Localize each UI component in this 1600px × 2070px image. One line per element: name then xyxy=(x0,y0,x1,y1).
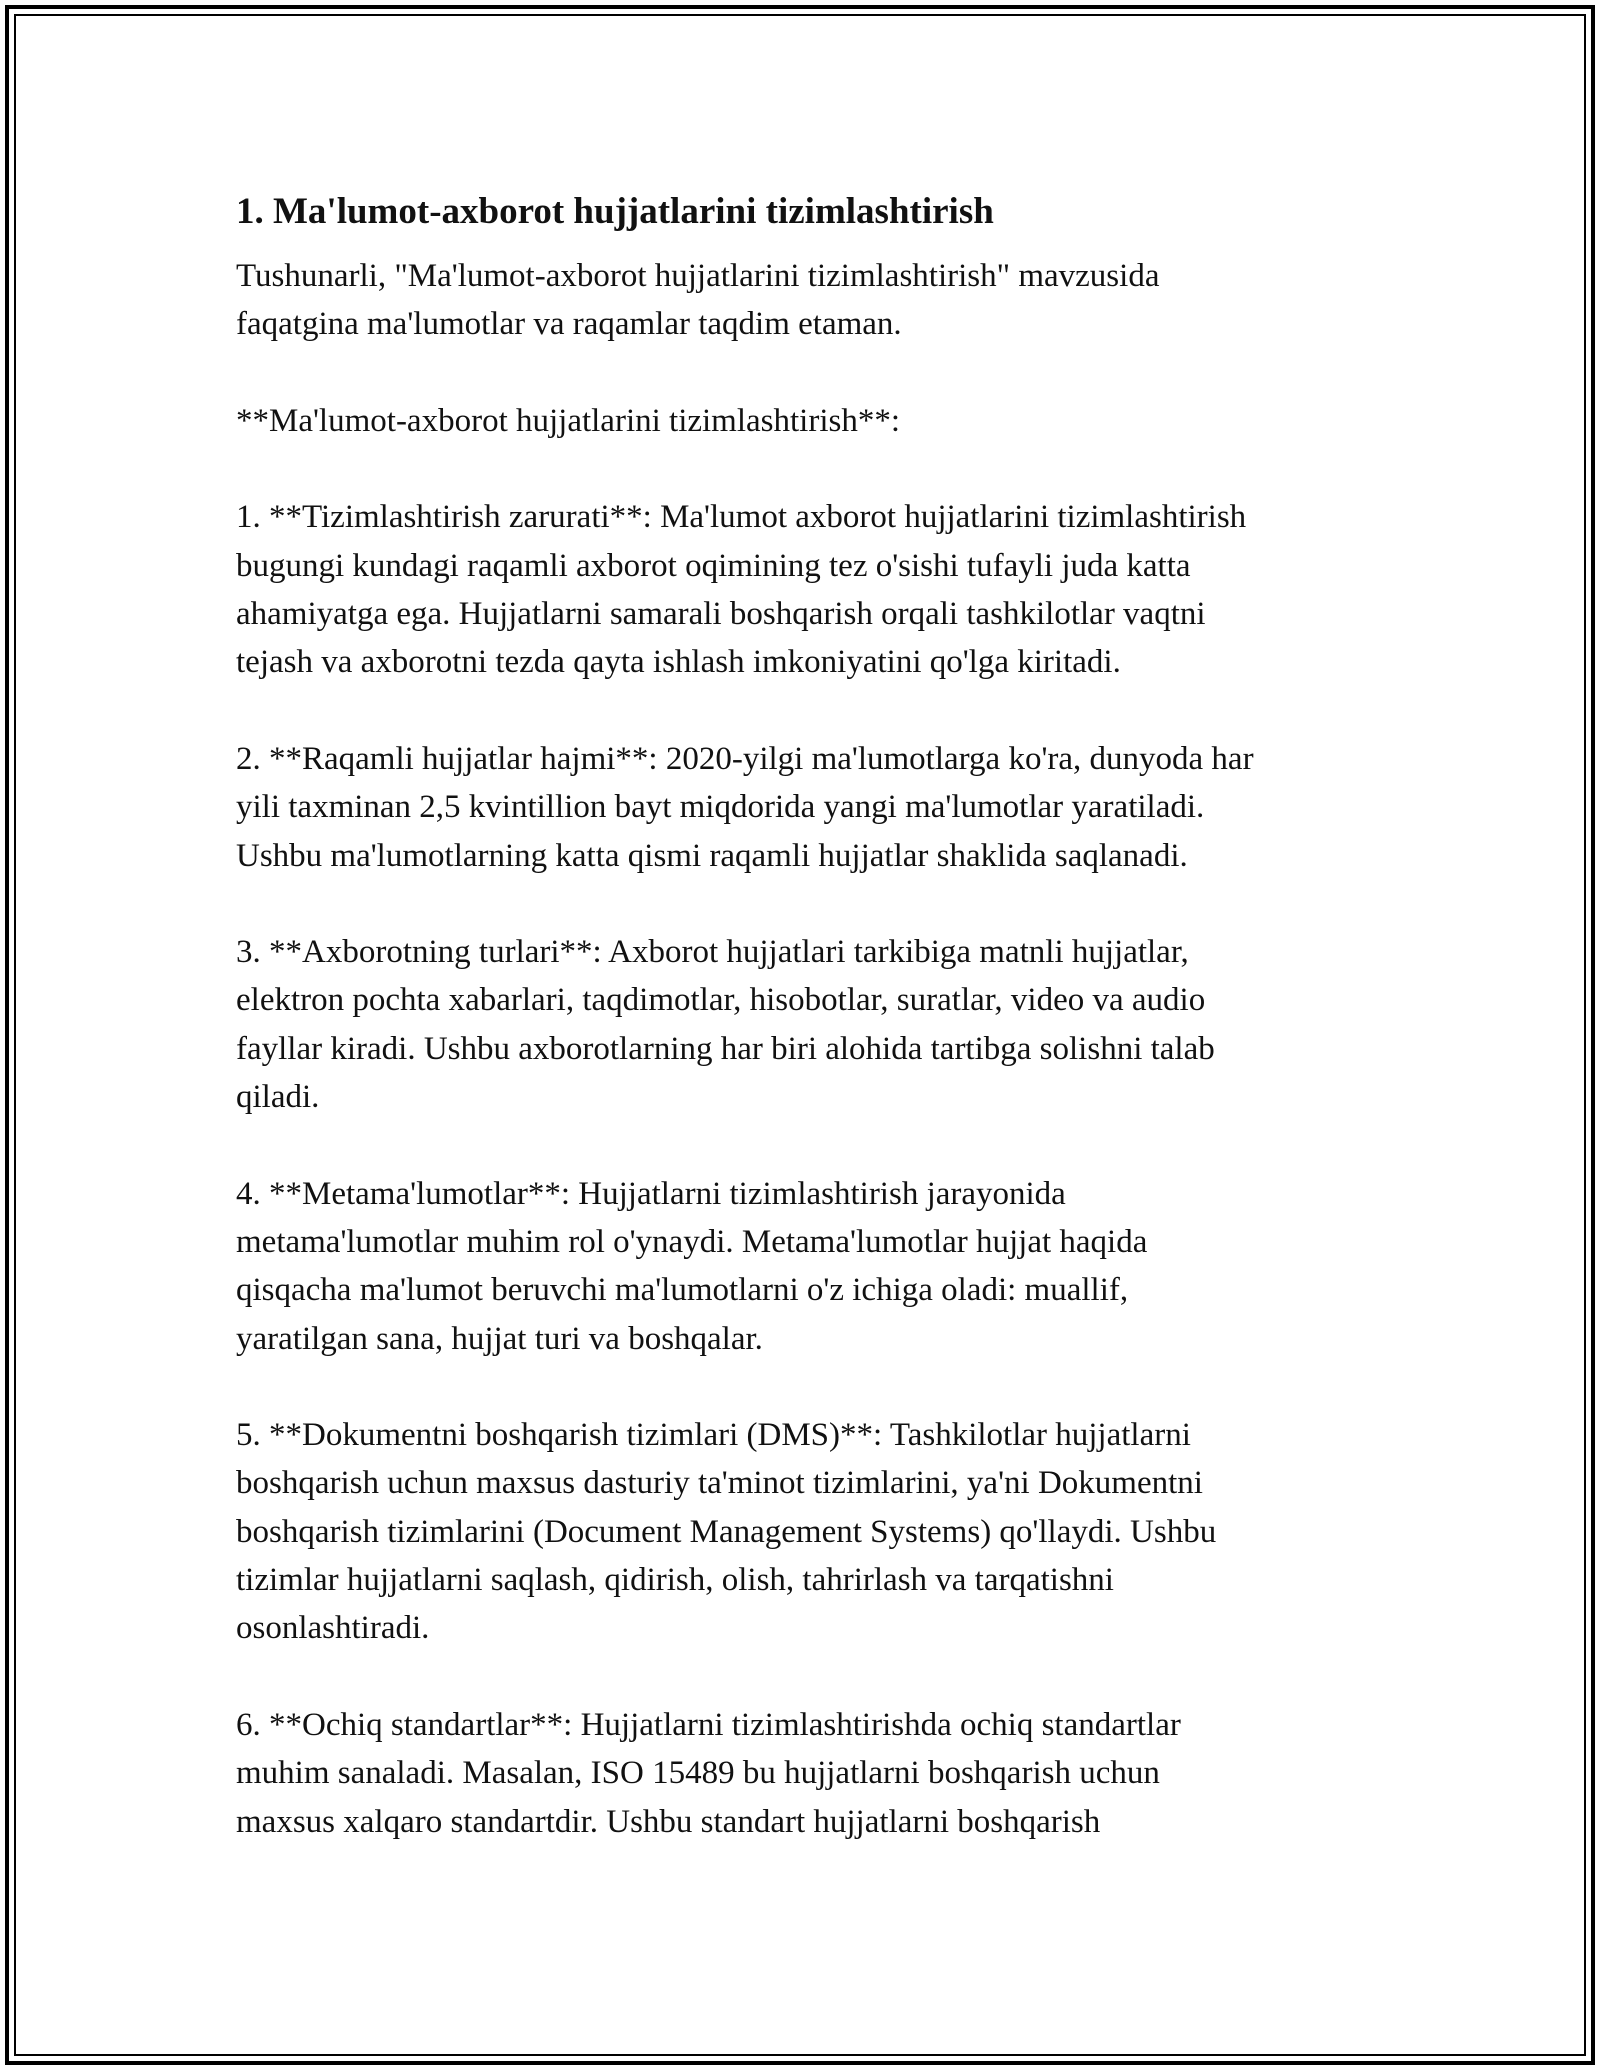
text-line: yili taxminan 2,5 kvintillion bayt miqdorida yangi ma'lumotlar yaratiladi. xyxy=(236,789,1205,826)
text-line: maxsus xalqaro standartdir. Ushbu standart hujjatlarni boshqarish xyxy=(236,1803,1101,1840)
text-line: tejash va axborotni tezda qayta ishlash imkoniyatini qo'lga kiritadi. xyxy=(236,644,1121,681)
text-line: boshqarish tizimlarini (Document Management Systems) qo'llaydi. Ushbu xyxy=(236,1513,1217,1550)
text-line: tizimlar hujjatlarni saqlash, qidirish, olish, tahrirlash va tarqatishni xyxy=(236,1562,1114,1599)
list-item-6 xyxy=(236,1701,1416,1846)
text-line: 6. **Ochiq standartlar**: Hujjatlarni tizimlashtirishda ochiq standartlar xyxy=(236,1706,1181,1743)
text-line: muhim sanaladi. Masalan, ISO 15489 bu hujjatlarni boshqarish uchun xyxy=(236,1755,1160,1792)
text-line: Tushunarli, "Ma'lumot-axborot hujjatlarini tizimlashtirish" mavzusida xyxy=(236,258,1160,294)
text-line: metama'lumotlar muhim rol o'ynaydi. Metama'lumotlar hujjat haqida xyxy=(236,1223,1148,1260)
text-line: ahamiyatga ega. Hujjatlarni samarali boshqarish orqali tashkilotlar vaqtni xyxy=(236,596,1206,633)
text-line: boshqarish uchun maxsus dasturiy ta'minot tizimlarini, ya'ni Dokumentni xyxy=(236,1465,1203,1502)
text-line: 4. **Metama'lumotlar**: Hujjatlarni tizimlashtirish jarayonida xyxy=(236,1175,1066,1212)
text-line: 3. **Axborotning turlari**: Axborot hujjatlari tarkibiga matnli hujjatlar, xyxy=(236,934,1189,971)
text-line: 5. **Dokumentni boshqarish tizimlari (DMS)**: Tashkilotlar hujjatlarni xyxy=(236,1417,1191,1454)
text-line: Ushbu ma'lumotlarning katta qismi raqamli hujjatlar shaklida saqlanadi. xyxy=(236,837,1188,874)
text-line: qiladi. xyxy=(236,1079,320,1116)
text-line: **Ma'lumot-axborot hujjatlarini tizimlashtirish**: xyxy=(236,402,901,439)
list-item-1 xyxy=(236,493,1416,686)
list-item-4 xyxy=(236,1170,1416,1363)
list-item-3 xyxy=(236,928,1416,1121)
document-title: 1. Ma'lumot-axborot hujjatlarini tizimlashtirish xyxy=(236,191,994,232)
document-body xyxy=(236,186,1416,1894)
text-line: bugungi kundagi raqamli axborot oqimining tez o'sishi tufayli juda katta xyxy=(236,547,1191,584)
list-item-5 xyxy=(236,1411,1416,1652)
text-line: yaratilgan sana, hujjat turi va boshqalar. xyxy=(236,1320,763,1357)
text-line: osonlashtiradi. xyxy=(236,1610,430,1647)
text-line: elektron pochta xabarlari, taqdimotlar, hisobotlar, suratlar, video va audio xyxy=(236,982,1206,1019)
list-item-2 xyxy=(236,735,1416,880)
paragraph-heading xyxy=(236,397,1416,445)
text-line: fayllar kiradi. Ushbu axborotlarning har biri alohida tartibga solishni talab xyxy=(236,1030,1215,1067)
text-line: 1. **Tizimlashtirish zarurati**: Ma'lumot axborot hujjatlarini tizimlashtirish xyxy=(236,499,1247,536)
text-line: qisqacha ma'lumot beruvchi ma'lumotlarni o'z ichiga oladi: muallif, xyxy=(236,1272,1129,1309)
text-line: 2. **Raqamli hujjatlar hajmi**: 2020-yilgi ma'lumotlarga ko'ra, dunyoda har xyxy=(236,740,1254,777)
paragraph-intro xyxy=(236,252,1416,349)
text-line: faqatgina ma'lumotlar va raqamlar taqdim etaman. xyxy=(236,306,902,343)
